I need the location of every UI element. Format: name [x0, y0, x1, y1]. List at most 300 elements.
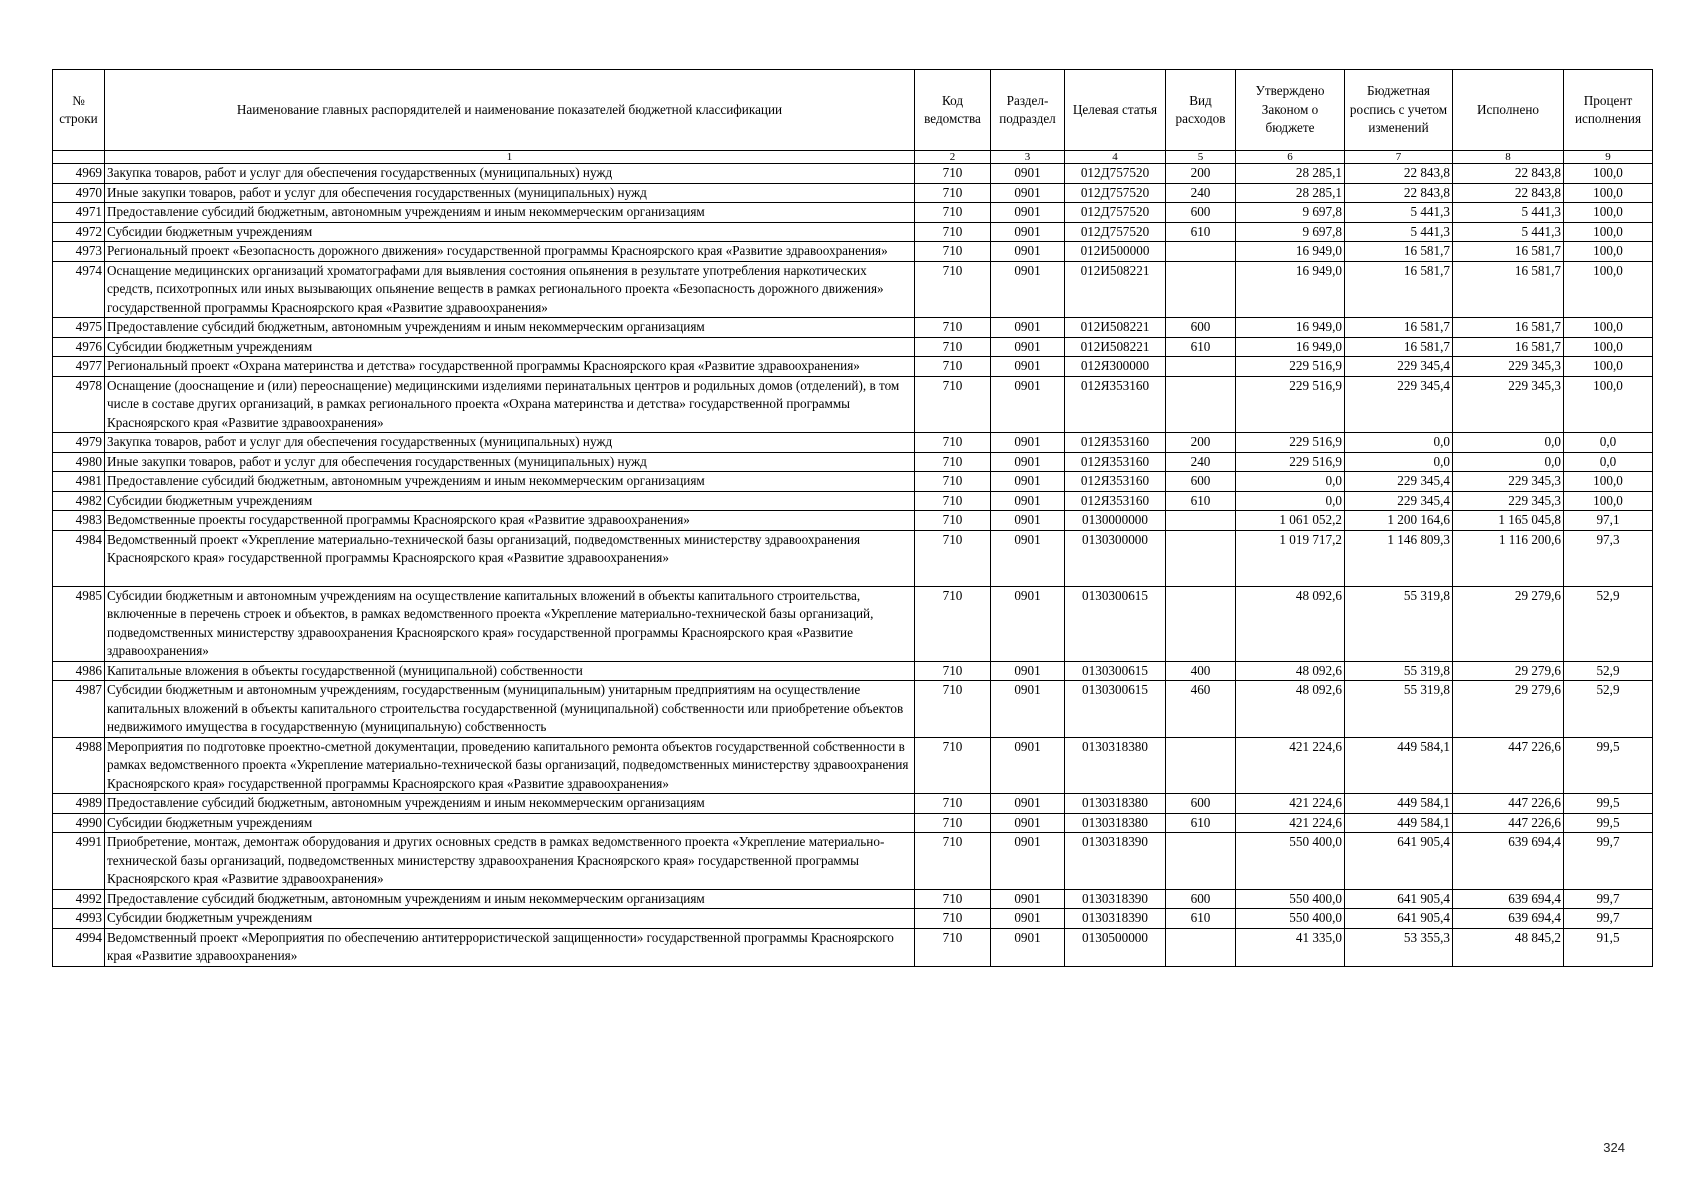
- row-expense-type: [1166, 737, 1236, 794]
- row-schedule: 22 843,8: [1345, 183, 1453, 203]
- row-section: 0901: [991, 164, 1065, 184]
- row-target: 012Д757520: [1065, 183, 1166, 203]
- row-dept-code: 710: [915, 472, 991, 492]
- row-name: Приобретение, монтаж, демонтаж оборудования и других основных средств в рамках ведомственного проекта «Укрепление материально-технической базы организаций, подведомственных министерству здравоохранения Красноярского края» государственной программы Красноярского края «Развитие здравоохранения»: [105, 833, 915, 890]
- row-percent: 99,5: [1564, 737, 1653, 794]
- row-expense-type: 600: [1166, 794, 1236, 814]
- row-number: 4973: [53, 242, 105, 262]
- row-percent: 100,0: [1564, 491, 1653, 511]
- row-dept-code: 710: [915, 737, 991, 794]
- row-name: Предоставление субсидий бюджетным, автономным учреждениям и иным некоммерческим организациям: [105, 794, 915, 814]
- row-expense-type: 610: [1166, 813, 1236, 833]
- col-header-section: Раздел-подраздел: [991, 70, 1065, 151]
- row-expense-type: 240: [1166, 183, 1236, 203]
- row-dept-code: 710: [915, 318, 991, 338]
- column-number: 9: [1564, 151, 1653, 164]
- row-approved: 16 949,0: [1236, 261, 1345, 318]
- row-section: 0901: [991, 586, 1065, 661]
- row-target: 012Я353160: [1065, 472, 1166, 492]
- row-section: 0901: [991, 337, 1065, 357]
- table-row: [53, 661, 1653, 681]
- row-expense-type: 200: [1166, 164, 1236, 184]
- row-percent: 97,3: [1564, 530, 1653, 586]
- row-approved: 421 224,6: [1236, 813, 1345, 833]
- row-number: 4983: [53, 511, 105, 531]
- row-name: Региональный проект «Безопасность дорожного движения» государственной программы Красноярского края «Развитие здравоохранения»: [105, 242, 915, 262]
- row-executed: 0,0: [1453, 452, 1564, 472]
- row-approved: 16 949,0: [1236, 337, 1345, 357]
- row-name: Субсидии бюджетным и автономным учреждениям на осуществление капитальных вложений в объекты капитального строительства, включенные в перечень строек и объектов, в рамках ведомственного проекта «Укрепление материально-технической базы организаций, подведомственных министерству здравоохранения Красноярского края» государственной программы Красноярского края «Развитие здравоохранения»: [105, 586, 915, 661]
- row-approved: 229 516,9: [1236, 376, 1345, 433]
- column-number-row: [53, 151, 1653, 164]
- row-schedule: 641 905,4: [1345, 833, 1453, 890]
- row-dept-code: 710: [915, 452, 991, 472]
- row-section: 0901: [991, 661, 1065, 681]
- row-executed: 639 694,4: [1453, 909, 1564, 929]
- row-dept-code: 710: [915, 909, 991, 929]
- row-percent: 100,0: [1564, 318, 1653, 338]
- row-name: Предоставление субсидий бюджетным, автономным учреждениям и иным некоммерческим организациям: [105, 318, 915, 338]
- row-approved: 229 516,9: [1236, 433, 1345, 453]
- row-executed: 639 694,4: [1453, 889, 1564, 909]
- row-section: 0901: [991, 203, 1065, 223]
- row-section: 0901: [991, 681, 1065, 738]
- row-schedule: 53 355,3: [1345, 928, 1453, 966]
- row-target: 0130318380: [1065, 794, 1166, 814]
- row-section: 0901: [991, 813, 1065, 833]
- row-dept-code: 710: [915, 261, 991, 318]
- table-row: [53, 889, 1653, 909]
- row-name: Субсидии бюджетным учреждениям: [105, 909, 915, 929]
- column-number: 1: [105, 151, 915, 164]
- row-schedule: 641 905,4: [1345, 909, 1453, 929]
- row-schedule: 16 581,7: [1345, 318, 1453, 338]
- row-section: 0901: [991, 889, 1065, 909]
- column-number: [53, 151, 105, 164]
- row-number: 4988: [53, 737, 105, 794]
- row-name: Закупка товаров, работ и услуг для обеспечения государственных (муниципальных) нужд: [105, 433, 915, 453]
- row-percent: 52,9: [1564, 681, 1653, 738]
- table-row: [53, 376, 1653, 433]
- row-target: 012И500000: [1065, 242, 1166, 262]
- row-expense-type: [1166, 357, 1236, 377]
- row-number: 4989: [53, 794, 105, 814]
- row-expense-type: 610: [1166, 909, 1236, 929]
- row-percent: 100,0: [1564, 164, 1653, 184]
- row-number: 4984: [53, 530, 105, 586]
- row-approved: 9 697,8: [1236, 222, 1345, 242]
- row-expense-type: 600: [1166, 203, 1236, 223]
- row-name: Капитальные вложения в объекты государственной (муниципальной) собственности: [105, 661, 915, 681]
- row-section: 0901: [991, 183, 1065, 203]
- row-percent: 99,5: [1564, 794, 1653, 814]
- row-target: 012Д757520: [1065, 203, 1166, 223]
- table-row: [53, 530, 1653, 586]
- row-expense-type: [1166, 530, 1236, 586]
- row-target: 0130318390: [1065, 833, 1166, 890]
- row-executed: 48 845,2: [1453, 928, 1564, 966]
- row-number: 4975: [53, 318, 105, 338]
- row-target: 0130318390: [1065, 909, 1166, 929]
- row-executed: 0,0: [1453, 433, 1564, 453]
- row-percent: 0,0: [1564, 452, 1653, 472]
- row-target: 012Д757520: [1065, 222, 1166, 242]
- row-percent: 52,9: [1564, 661, 1653, 681]
- row-expense-type: [1166, 242, 1236, 262]
- row-approved: 0,0: [1236, 491, 1345, 511]
- row-number: 4981: [53, 472, 105, 492]
- column-number: 7: [1345, 151, 1453, 164]
- row-target: 0130318390: [1065, 889, 1166, 909]
- row-dept-code: 710: [915, 681, 991, 738]
- budget-sheet: [52, 69, 1652, 967]
- row-target: 012И508221: [1065, 261, 1166, 318]
- row-section: 0901: [991, 261, 1065, 318]
- row-percent: 91,5: [1564, 928, 1653, 966]
- row-approved: 48 092,6: [1236, 586, 1345, 661]
- row-target: 0130300615: [1065, 586, 1166, 661]
- row-expense-type: 600: [1166, 318, 1236, 338]
- column-number: 2: [915, 151, 991, 164]
- row-executed: 29 279,6: [1453, 586, 1564, 661]
- row-number: 4994: [53, 928, 105, 966]
- row-percent: 100,0: [1564, 472, 1653, 492]
- row-name: Субсидии бюджетным и автономным учреждениям, государственным (муниципальным) унитарным предприятиям на осуществление капитальных вложений в объекты капитального строительства государственной (муниципальной) собственности или приобретение объектов недвижимого имущества в государственную (муниципальную) собственность: [105, 681, 915, 738]
- row-schedule: 55 319,8: [1345, 586, 1453, 661]
- row-name: Оснащение (дооснащение и (или) переоснащение) медицинскими изделиями перинатальных центров и родильных домов (отделений), в том числе в составе других организаций, в рамках регионального проекта «Охрана материнства и детства» государственной программы Красноярского края «Развитие здравоохранения»: [105, 376, 915, 433]
- col-header-dept-code: Код ведомства: [915, 70, 991, 151]
- row-section: 0901: [991, 794, 1065, 814]
- row-section: 0901: [991, 530, 1065, 586]
- row-name: Субсидии бюджетным учреждениям: [105, 491, 915, 511]
- row-expense-type: [1166, 261, 1236, 318]
- table-row: [53, 909, 1653, 929]
- table-row: [53, 164, 1653, 184]
- row-schedule: 5 441,3: [1345, 203, 1453, 223]
- row-target: 0130300000: [1065, 530, 1166, 586]
- row-percent: 52,9: [1564, 586, 1653, 661]
- row-section: 0901: [991, 511, 1065, 531]
- row-schedule: 0,0: [1345, 433, 1453, 453]
- row-schedule: 229 345,4: [1345, 357, 1453, 377]
- row-executed: 16 581,7: [1453, 318, 1564, 338]
- row-expense-type: 460: [1166, 681, 1236, 738]
- row-expense-type: 240: [1166, 452, 1236, 472]
- col-header-schedule: Бюджетная роспись с учетом изменений: [1345, 70, 1453, 151]
- row-percent: 100,0: [1564, 337, 1653, 357]
- row-dept-code: 710: [915, 661, 991, 681]
- row-executed: 229 345,3: [1453, 376, 1564, 433]
- table-row: [53, 203, 1653, 223]
- row-executed: 16 581,7: [1453, 337, 1564, 357]
- row-number: 4980: [53, 452, 105, 472]
- row-approved: 1 019 717,2: [1236, 530, 1345, 586]
- row-name: Иные закупки товаров, работ и услуг для обеспечения государственных (муниципальных) нужд: [105, 452, 915, 472]
- row-schedule: 22 843,8: [1345, 164, 1453, 184]
- row-expense-type: 610: [1166, 337, 1236, 357]
- table-row: [53, 337, 1653, 357]
- col-header-row-no: № строки: [53, 70, 105, 151]
- row-section: 0901: [991, 928, 1065, 966]
- row-expense-type: [1166, 928, 1236, 966]
- row-schedule: 55 319,8: [1345, 681, 1453, 738]
- row-name: Иные закупки товаров, работ и услуг для обеспечения государственных (муниципальных) нужд: [105, 183, 915, 203]
- row-schedule: 229 345,4: [1345, 472, 1453, 492]
- table-row: [53, 242, 1653, 262]
- row-schedule: 55 319,8: [1345, 661, 1453, 681]
- table-row: [53, 794, 1653, 814]
- row-target: 012Д757520: [1065, 164, 1166, 184]
- row-executed: 22 843,8: [1453, 164, 1564, 184]
- table-body: [53, 164, 1653, 967]
- row-dept-code: 710: [915, 511, 991, 531]
- row-expense-type: [1166, 586, 1236, 661]
- row-number: 4985: [53, 586, 105, 661]
- column-number: 3: [991, 151, 1065, 164]
- row-schedule: 449 584,1: [1345, 813, 1453, 833]
- row-section: 0901: [991, 376, 1065, 433]
- col-header-percent: Процент исполнения: [1564, 70, 1653, 151]
- row-number: 4991: [53, 833, 105, 890]
- row-executed: 5 441,3: [1453, 222, 1564, 242]
- page-number: 324: [1603, 1140, 1625, 1155]
- row-percent: 99,7: [1564, 833, 1653, 890]
- column-number: 4: [1065, 151, 1166, 164]
- row-approved: 28 285,1: [1236, 164, 1345, 184]
- row-name: Региональный проект «Охрана материнства и детства» государственной программы Красноярского края «Развитие здравоохранения»: [105, 357, 915, 377]
- row-target: 0130300615: [1065, 681, 1166, 738]
- row-dept-code: 710: [915, 433, 991, 453]
- row-name: Субсидии бюджетным учреждениям: [105, 222, 915, 242]
- table-row: [53, 433, 1653, 453]
- column-number: 6: [1236, 151, 1345, 164]
- row-dept-code: 710: [915, 794, 991, 814]
- row-executed: 1 165 045,8: [1453, 511, 1564, 531]
- col-header-name: Наименование главных распорядителей и наименование показателей бюджетной классификации: [105, 70, 915, 151]
- row-executed: 229 345,3: [1453, 472, 1564, 492]
- row-target: 0130318380: [1065, 813, 1166, 833]
- row-target: 0130000000: [1065, 511, 1166, 531]
- row-target: 012Я353160: [1065, 452, 1166, 472]
- row-percent: 100,0: [1564, 222, 1653, 242]
- row-executed: 29 279,6: [1453, 681, 1564, 738]
- row-executed: 16 581,7: [1453, 261, 1564, 318]
- row-dept-code: 710: [915, 203, 991, 223]
- row-schedule: 1 146 809,3: [1345, 530, 1453, 586]
- row-name: Предоставление субсидий бюджетным, автономным учреждениям и иным некоммерческим организациям: [105, 203, 915, 223]
- row-number: 4976: [53, 337, 105, 357]
- table-row: [53, 472, 1653, 492]
- row-name: Закупка товаров, работ и услуг для обеспечения государственных (муниципальных) нужд: [105, 164, 915, 184]
- row-expense-type: 610: [1166, 491, 1236, 511]
- row-section: 0901: [991, 737, 1065, 794]
- row-dept-code: 710: [915, 813, 991, 833]
- row-name: Субсидии бюджетным учреждениям: [105, 337, 915, 357]
- row-number: 4990: [53, 813, 105, 833]
- row-approved: 9 697,8: [1236, 203, 1345, 223]
- row-dept-code: 710: [915, 222, 991, 242]
- row-number: 4969: [53, 164, 105, 184]
- row-name: Субсидии бюджетным учреждениям: [105, 813, 915, 833]
- row-target: 0130300615: [1065, 661, 1166, 681]
- row-percent: 100,0: [1564, 242, 1653, 262]
- row-number: 4987: [53, 681, 105, 738]
- col-header-expense-type: Вид расходов: [1166, 70, 1236, 151]
- row-section: 0901: [991, 318, 1065, 338]
- row-dept-code: 710: [915, 889, 991, 909]
- row-schedule: 641 905,4: [1345, 889, 1453, 909]
- row-name: Оснащение медицинских организаций хроматографами для выявления состояния опьянения в результате употребления наркотических средств, психотропных или иных вызывающих опьянение веществ в рамках регионального проекта «Безопасность дорожного движения» государственной программы Красноярского края «Развитие здравоохранения»: [105, 261, 915, 318]
- row-executed: 229 345,3: [1453, 491, 1564, 511]
- row-expense-type: [1166, 511, 1236, 531]
- row-approved: 48 092,6: [1236, 681, 1345, 738]
- row-schedule: 16 581,7: [1345, 337, 1453, 357]
- row-approved: 16 949,0: [1236, 242, 1345, 262]
- row-percent: 100,0: [1564, 261, 1653, 318]
- row-section: 0901: [991, 433, 1065, 453]
- row-approved: 550 400,0: [1236, 889, 1345, 909]
- row-section: 0901: [991, 357, 1065, 377]
- row-expense-type: 600: [1166, 889, 1236, 909]
- row-expense-type: 200: [1166, 433, 1236, 453]
- table-row: [53, 511, 1653, 531]
- row-name: Ведомственные проекты государственной программы Красноярского края «Развитие здравоохранения»: [105, 511, 915, 531]
- row-dept-code: 710: [915, 928, 991, 966]
- row-target: 012Я300000: [1065, 357, 1166, 377]
- row-executed: 447 226,6: [1453, 794, 1564, 814]
- row-schedule: 449 584,1: [1345, 737, 1453, 794]
- row-expense-type: 610: [1166, 222, 1236, 242]
- row-percent: 100,0: [1564, 183, 1653, 203]
- row-dept-code: 710: [915, 491, 991, 511]
- table-row: [53, 452, 1653, 472]
- table-row: [53, 928, 1653, 966]
- row-expense-type: [1166, 376, 1236, 433]
- col-header-target: Целевая статья: [1065, 70, 1166, 151]
- budget-table: [52, 69, 1653, 967]
- row-expense-type: 600: [1166, 472, 1236, 492]
- row-executed: 22 843,8: [1453, 183, 1564, 203]
- row-approved: 421 224,6: [1236, 794, 1345, 814]
- row-schedule: 0,0: [1345, 452, 1453, 472]
- row-dept-code: 710: [915, 164, 991, 184]
- row-schedule: 1 200 164,6: [1345, 511, 1453, 531]
- row-schedule: 229 345,4: [1345, 376, 1453, 433]
- table-row: [53, 357, 1653, 377]
- row-section: 0901: [991, 242, 1065, 262]
- table-row: [53, 813, 1653, 833]
- row-number: 4992: [53, 889, 105, 909]
- row-percent: 99,7: [1564, 889, 1653, 909]
- row-number: 4970: [53, 183, 105, 203]
- row-percent: 100,0: [1564, 357, 1653, 377]
- row-dept-code: 710: [915, 833, 991, 890]
- row-approved: 229 516,9: [1236, 357, 1345, 377]
- row-name: Ведомственный проект «Укрепление материально-технической базы организаций, подведомственных министерству здравоохранения Красноярского края» государственной программы Красноярского края «Развитие здравоохранения»: [105, 530, 915, 586]
- table-header-row: [53, 70, 1653, 151]
- col-header-approved: Утверждено Законом о бюджете: [1236, 70, 1345, 151]
- row-target: 012Я353160: [1065, 491, 1166, 511]
- row-name: Предоставление субсидий бюджетным, автономным учреждениям и иным некоммерческим организациям: [105, 472, 915, 492]
- row-executed: 229 345,3: [1453, 357, 1564, 377]
- row-percent: 100,0: [1564, 203, 1653, 223]
- row-section: 0901: [991, 452, 1065, 472]
- row-expense-type: 400: [1166, 661, 1236, 681]
- row-name: Мероприятия по подготовке проектно-сметной документации, проведению капитального ремонта объектов государственной собственности в рамках ведомственного проекта «Укрепление материально-технической базы организаций, подведомственных министерству здравоохранения Красноярского края» государственной программы Красноярского края «Развитие здравоохранения»: [105, 737, 915, 794]
- row-number: 4986: [53, 661, 105, 681]
- row-number: 4979: [53, 433, 105, 453]
- row-section: 0901: [991, 472, 1065, 492]
- row-approved: 28 285,1: [1236, 183, 1345, 203]
- row-dept-code: 710: [915, 337, 991, 357]
- column-number: 8: [1453, 151, 1564, 164]
- row-approved: 550 400,0: [1236, 833, 1345, 890]
- row-number: 4974: [53, 261, 105, 318]
- row-number: 4971: [53, 203, 105, 223]
- table-row: [53, 318, 1653, 338]
- table-row: [53, 586, 1653, 661]
- row-dept-code: 710: [915, 586, 991, 661]
- row-target: 012И508221: [1065, 337, 1166, 357]
- table-row: [53, 681, 1653, 738]
- row-target: 012И508221: [1065, 318, 1166, 338]
- row-section: 0901: [991, 833, 1065, 890]
- row-approved: 1 061 052,2: [1236, 511, 1345, 531]
- table-row: [53, 261, 1653, 318]
- row-target: 012Я353160: [1065, 376, 1166, 433]
- column-number: 5: [1166, 151, 1236, 164]
- table-row: [53, 222, 1653, 242]
- row-percent: 99,5: [1564, 813, 1653, 833]
- row-approved: 229 516,9: [1236, 452, 1345, 472]
- row-number: 4978: [53, 376, 105, 433]
- table-row: [53, 833, 1653, 890]
- row-percent: 100,0: [1564, 376, 1653, 433]
- row-approved: 0,0: [1236, 472, 1345, 492]
- row-target: 0130500000: [1065, 928, 1166, 966]
- row-section: 0901: [991, 491, 1065, 511]
- row-executed: 447 226,6: [1453, 737, 1564, 794]
- row-schedule: 16 581,7: [1345, 242, 1453, 262]
- table-row: [53, 491, 1653, 511]
- row-percent: 99,7: [1564, 909, 1653, 929]
- row-schedule: 229 345,4: [1345, 491, 1453, 511]
- table-row: [53, 737, 1653, 794]
- row-dept-code: 710: [915, 242, 991, 262]
- row-executed: 639 694,4: [1453, 833, 1564, 890]
- row-executed: 29 279,6: [1453, 661, 1564, 681]
- row-approved: 16 949,0: [1236, 318, 1345, 338]
- row-executed: 1 116 200,6: [1453, 530, 1564, 586]
- row-number: 4993: [53, 909, 105, 929]
- row-schedule: 5 441,3: [1345, 222, 1453, 242]
- row-number: 4982: [53, 491, 105, 511]
- row-approved: 421 224,6: [1236, 737, 1345, 794]
- row-executed: 5 441,3: [1453, 203, 1564, 223]
- row-name: Ведомственный проект «Мероприятия по обеспечению антитеррористической защищенности» государственной программы Красноярского края «Развитие здравоохранения»: [105, 928, 915, 966]
- row-percent: 0,0: [1564, 433, 1653, 453]
- row-executed: 447 226,6: [1453, 813, 1564, 833]
- row-executed: 16 581,7: [1453, 242, 1564, 262]
- row-schedule: 16 581,7: [1345, 261, 1453, 318]
- row-name: Предоставление субсидий бюджетным, автономным учреждениям и иным некоммерческим организациям: [105, 889, 915, 909]
- row-dept-code: 710: [915, 376, 991, 433]
- row-section: 0901: [991, 909, 1065, 929]
- row-number: 4977: [53, 357, 105, 377]
- row-dept-code: 710: [915, 183, 991, 203]
- col-header-executed: Исполнено: [1453, 70, 1564, 151]
- row-approved: 41 335,0: [1236, 928, 1345, 966]
